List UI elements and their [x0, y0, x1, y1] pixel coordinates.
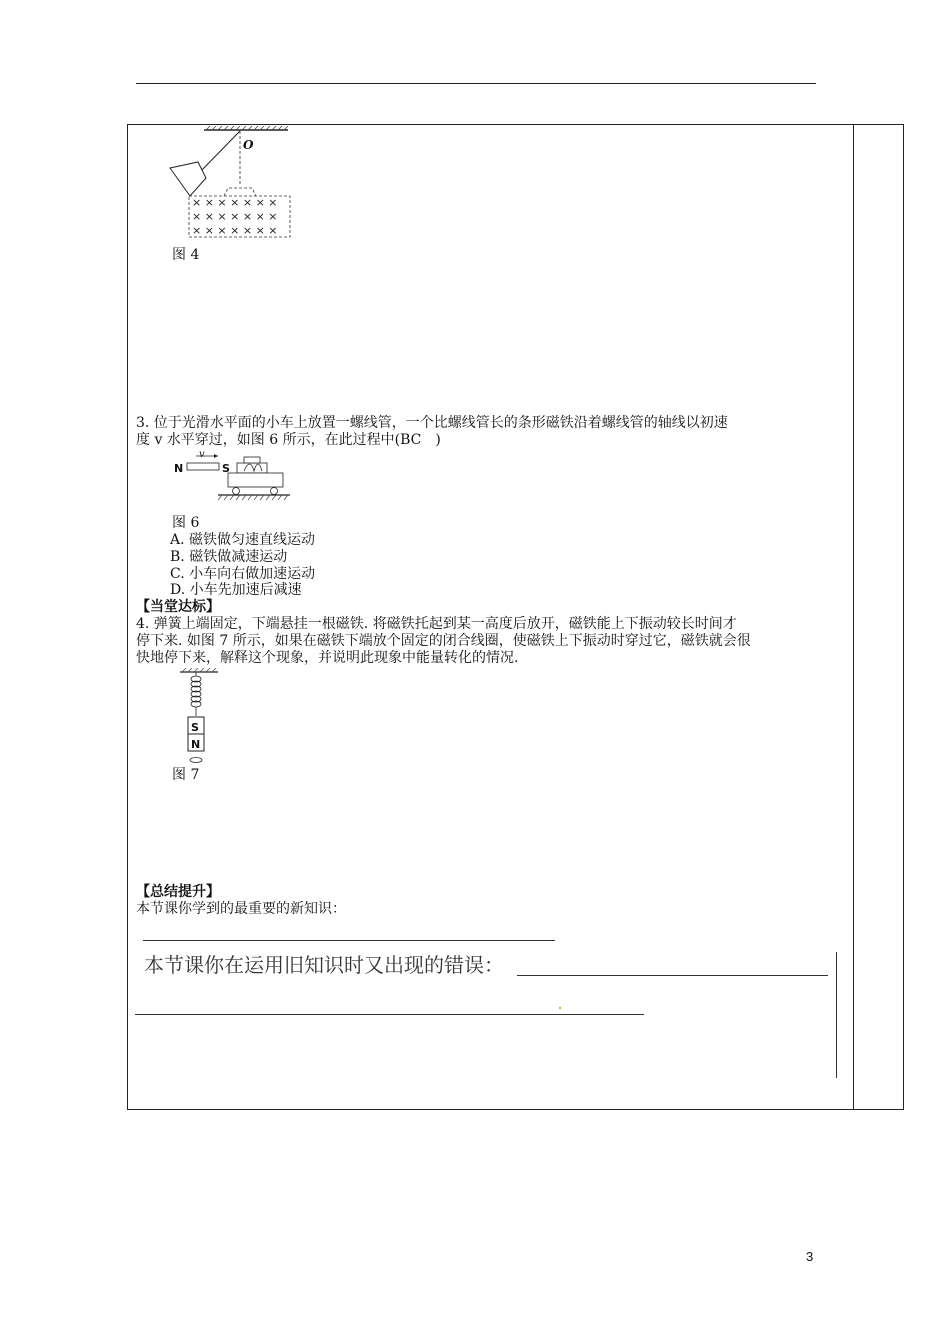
- option-a: A. 磁铁做匀速直线运动: [170, 532, 316, 548]
- question-4-line-3: 快地停下来，解释这个现象，并说明此现象中能量转化的情况.: [136, 650, 519, 666]
- section-heading-dangtang: 【当堂达标】: [136, 599, 220, 615]
- scan-vertical-rule: [836, 952, 837, 1078]
- question-3-line-1: 3. 位于光滑水平面的小车上放置一螺线管，一个比螺线管长的条形磁铁沿着螺线管的轴线以初速: [136, 415, 728, 431]
- figure-6-diagram: [170, 449, 295, 507]
- magnet-s-label: S: [222, 462, 230, 475]
- pivot-o-label: O: [243, 138, 254, 152]
- question-4-line-1: 4. 弹簧上端固定，下端悬挂一根磁铁. 将磁铁托起到某一高度后放开，磁铁能上下振动较长时间才: [136, 616, 737, 632]
- errors-answer-line: [517, 975, 828, 976]
- header-rule: [136, 83, 816, 84]
- svg-text:× × × × × × ×: × × × × × × ×: [192, 210, 278, 223]
- errors-answer-line-2: [135, 1014, 644, 1015]
- question-3-line-2: 度 v 水平穿过，如图 6 所示，在此过程中(BC ): [136, 432, 441, 448]
- option-b: B. 磁铁做减速运动: [170, 549, 288, 565]
- new-knowledge-prompt: 本节课你学到的最重要的新知识：: [136, 901, 346, 917]
- magnet-n-label-fig7: N: [191, 738, 201, 751]
- scan-dot: [559, 1007, 561, 1009]
- figure-7-diagram: [174, 668, 224, 768]
- figure-6-caption: 图 6: [172, 515, 200, 531]
- question-4-line-2: 停下来. 如图 7 所示，如果在磁铁下端放个固定的闭合线圈，使磁铁上下振动时穿过它，磁铁就会很: [136, 633, 751, 649]
- column-divider: [853, 124, 854, 1110]
- velocity-label: v: [199, 449, 205, 460]
- option-c: C. 小车向右做加速运动: [170, 566, 316, 582]
- errors-prompt: 本节课你在运用旧知识时又出现的错误：: [144, 953, 504, 977]
- new-knowledge-answer-line: [143, 940, 555, 941]
- option-d: D. 小车先加速后减速: [170, 582, 302, 598]
- figure-4-diagram: [160, 126, 310, 241]
- svg-text:× × × × × × ×: × × × × × × ×: [192, 224, 278, 237]
- figure-7-caption: 图 7: [172, 767, 200, 783]
- magnet-s-label-fig7: S: [191, 721, 199, 734]
- page-number: 3: [806, 1249, 814, 1264]
- svg-text:× × × × × × ×: × × × × × × ×: [192, 196, 278, 209]
- figure-4-caption: 图 4: [172, 247, 200, 263]
- section-heading-zongjie: 【总结提升】: [136, 884, 220, 900]
- magnet-n-label: N: [174, 462, 184, 475]
